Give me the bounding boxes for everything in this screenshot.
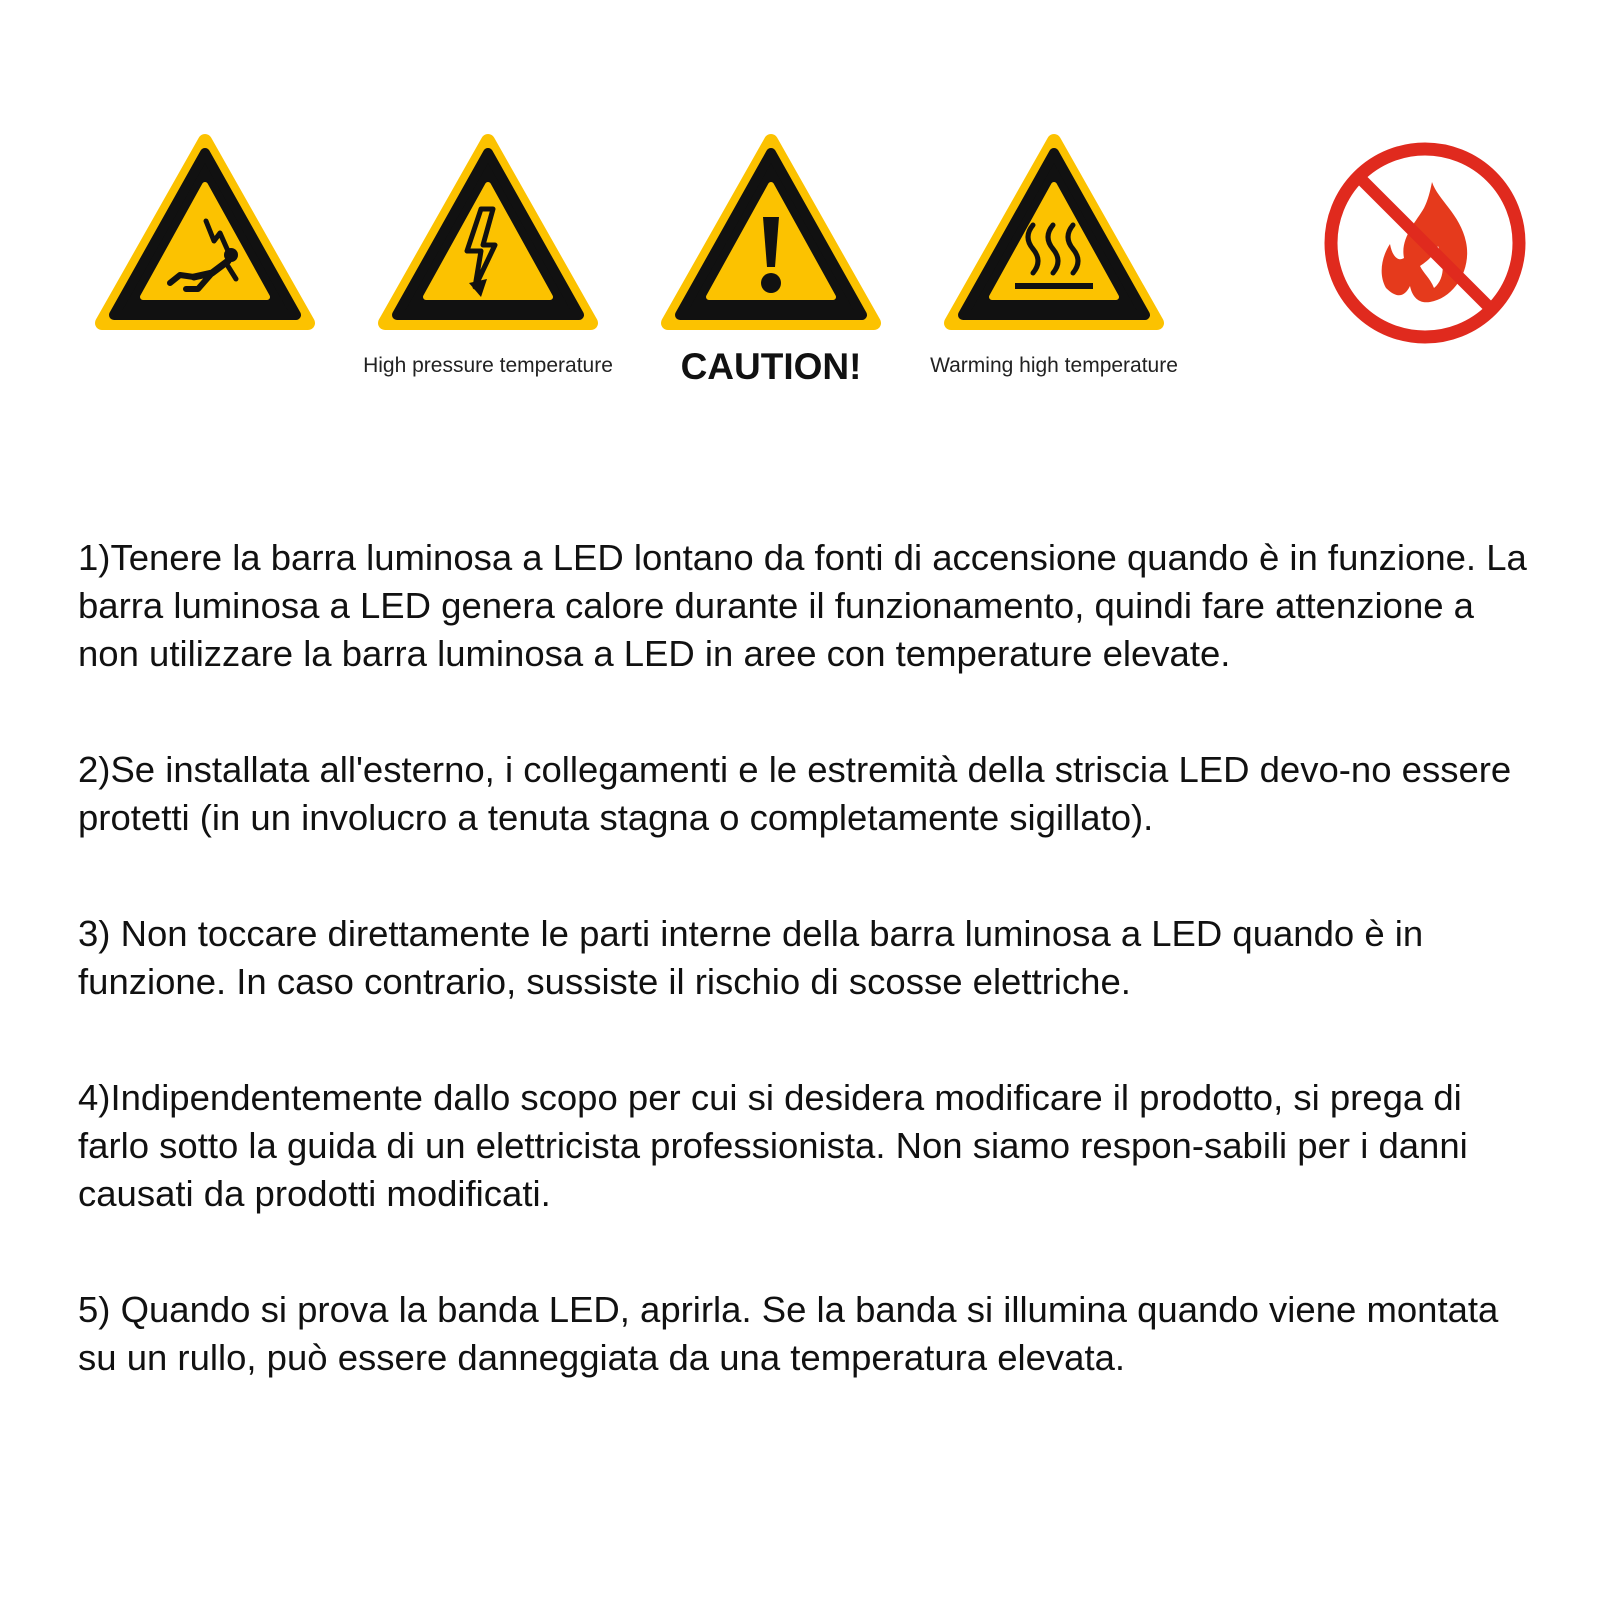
no-open-flame-sign xyxy=(1320,138,1530,348)
instruction-item-3: 3) Non toccare direttamente le parti interne della barra luminosa a LED quando è in funzione. In caso contrario, sussiste il rischio di scosse elettriche. xyxy=(78,913,1424,1002)
high-voltage-icon xyxy=(377,133,599,335)
instruction-item-1: 1)Tenere la barra luminosa a LED lontano da fonti di accensione quando è in funzione. La barra luminosa a LED genera calore durante il funzionamento, quindi fare attenzione a non utilizzare la barra luminosa a LED in aree con temperature elevate. xyxy=(78,537,1527,674)
high-pressure-caption: High pressure temperature xyxy=(363,354,613,377)
high-voltage-warning-sign xyxy=(377,133,599,335)
general-caution-sign xyxy=(660,133,882,335)
falling-person-electric-shock-icon xyxy=(94,133,316,335)
exclamation-caution-icon xyxy=(660,133,882,335)
instruction-item-4: 4)Indipendentemente dallo scopo per cui si desidera modificare il prodotto, si prega di farlo sotto la guida di un elettricista professionista. Non siamo respon-sabili per i danni causati da prodotti modificati. xyxy=(78,1077,1468,1214)
safety-instructions-list xyxy=(78,534,1528,1382)
no-open-flame-icon xyxy=(1320,138,1530,348)
instruction-item-2: 2)Se installata all'esterno, i collegamenti e le estremità della striscia LED devo-no essere protetti (in un involucro a tenuta stagna o completamente sigillato). xyxy=(78,749,1512,838)
hot-surface-icon xyxy=(943,133,1165,335)
warming-high-temperature-caption: Warming high temperature xyxy=(930,354,1178,377)
hot-surface-warning-sign xyxy=(943,133,1165,335)
instruction-item-5: 5) Quando si prova la banda LED, aprirla. Se la banda si illumina quando viene montata su un rullo, può essere danneggiata da una temperatura elevata. xyxy=(78,1289,1499,1378)
caution-heading: CAUTION! xyxy=(680,346,862,387)
electric-shock-warning-sign xyxy=(94,133,316,335)
